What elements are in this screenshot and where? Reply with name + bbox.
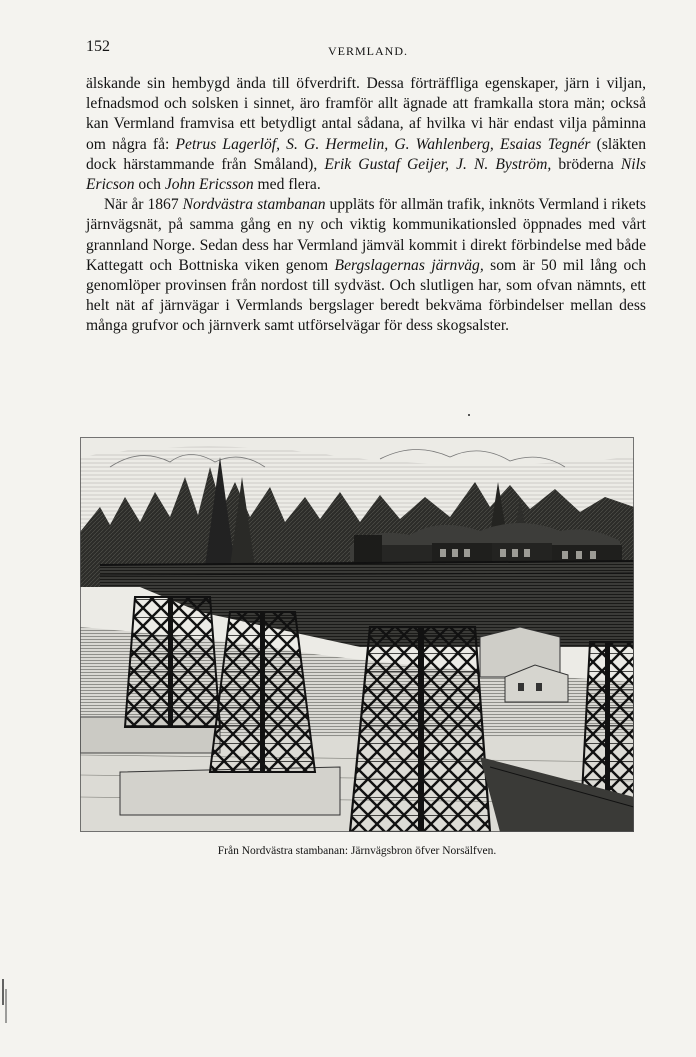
railway-name: Bergslagernas järnväg, bbox=[334, 256, 484, 274]
scan-edge-marks bbox=[0, 975, 12, 1035]
paragraph-2-text: När år 1867 bbox=[104, 196, 183, 214]
paragraph-1-text: och bbox=[134, 176, 165, 194]
railway-name: Nordvästra stambanan bbox=[182, 196, 326, 214]
paragraph-2-text: uppläts för allmän trafik, inknöts Vermland i rikets järnvägsnät, på samma gång en ny och viktig kommunikationsled öppnades med vårt grannland Norge. Sedan dess har Vermland jämväl kommit i direkt förbindelse med både Kattegatt och Bottniska viken genom bbox=[86, 196, 646, 274]
paragraph-1-text: älskande sin hembygd ända till öfverdrift. Dessa förträffliga egenskaper, järn i viljan, lefnadsmod och solsken i sinnet, äro framför allt ägnade att framkalla stora män; också kan Vermland framvisa ett betydligt antal sådana, af hvilka vi här endast vilja påminna om några få: bbox=[86, 75, 646, 153]
engraving-railway-bridge bbox=[80, 437, 634, 832]
paragraph-2-text: som är 50 mil lång och genomlöper provinsen från nordost till sydväst. Och slutligen har, som ofvan nämnts, ett helt nät af järnvägar i Vermlands bergslager beredt bekväma förbindelser mellan dess många grufvor och järnverk samt utförselvägar för dess skogsalster. bbox=[86, 256, 647, 335]
person-name: John Ericsson bbox=[164, 176, 254, 194]
paragraph-1 bbox=[86, 74, 646, 195]
paragraph-1-text: bröderna bbox=[551, 155, 621, 173]
running-head: VERMLAND. bbox=[328, 44, 408, 58]
person-name: Nils Ericson bbox=[86, 155, 646, 194]
paragraph-1-text: med flera. bbox=[253, 176, 321, 194]
paragraph-2 bbox=[86, 195, 646, 336]
person-names: Petrus Lagerlöf, S. G. Hermelin, G. Wahlenberg, Esaias Tegnér bbox=[175, 135, 591, 153]
page-number: 152 bbox=[86, 38, 110, 55]
body-text bbox=[86, 74, 646, 337]
figure-caption: Från Nordvästra stambanan: Järnvägsbron öfver Norsälfven. bbox=[217, 845, 497, 857]
person-names: Erik Gustaf Geijer, J. N. Byström, bbox=[324, 155, 552, 173]
paragraph-1-text: (släkten dock härstammande från Småland), bbox=[86, 135, 647, 173]
ink-speck bbox=[468, 414, 470, 416]
